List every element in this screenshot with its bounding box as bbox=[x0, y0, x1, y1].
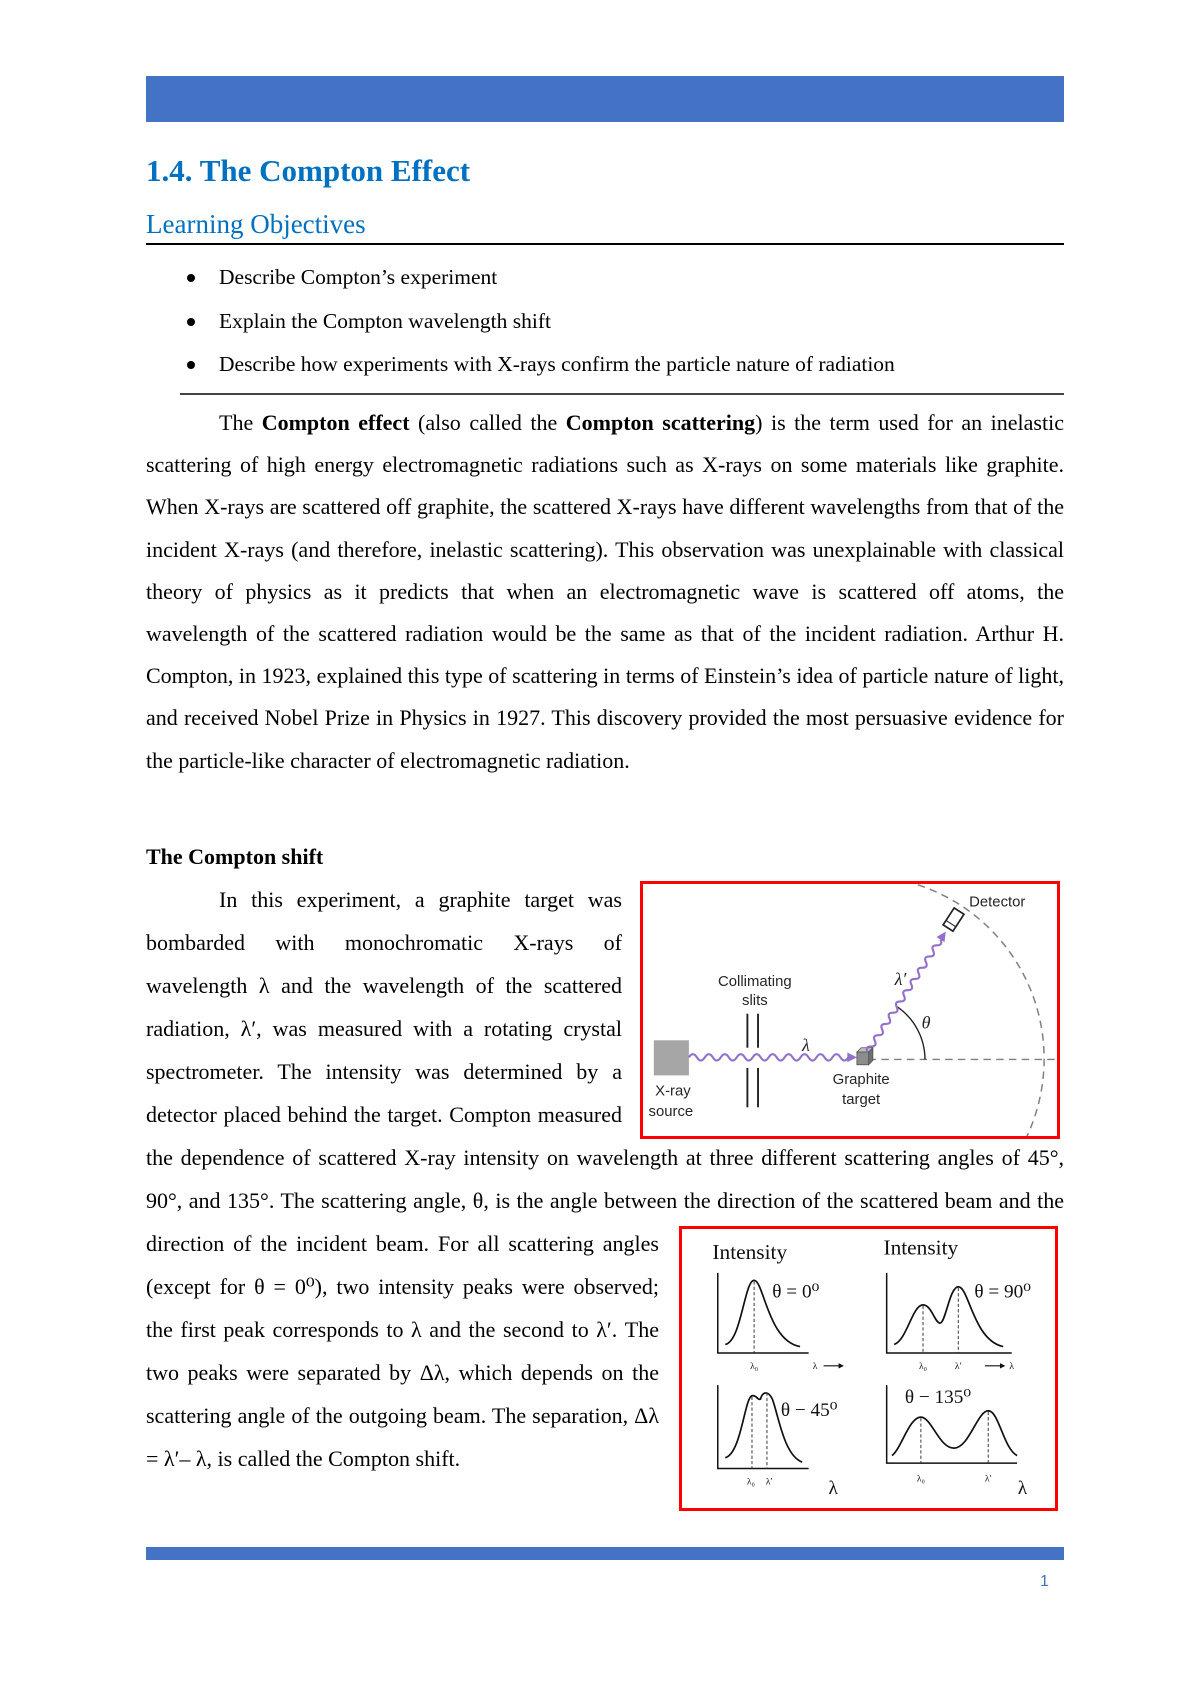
figure-compton-setup bbox=[640, 881, 1060, 1139]
detector-path-arc bbox=[893, 884, 1044, 1136]
incident-wavelength-label: λ bbox=[801, 1034, 810, 1055]
compton-setup-diagram bbox=[643, 884, 1057, 1136]
panel-135-lambda0-tick: λ₀ bbox=[916, 1473, 925, 1485]
incident-arrowhead bbox=[847, 1053, 857, 1063]
panel-135-axis-lambda: λ bbox=[1017, 1478, 1028, 1500]
graphite-target-block bbox=[857, 1052, 869, 1065]
slits-label: slits bbox=[742, 993, 768, 1010]
header-bar bbox=[146, 76, 1064, 122]
objectives-list bbox=[146, 256, 1064, 387]
target-label: target bbox=[842, 1092, 881, 1109]
panel-90-angle-label: θ = 90⁰ bbox=[974, 1281, 1031, 1303]
detector-label: Detector bbox=[969, 894, 1026, 911]
panel-45-angle-label: θ − 45⁰ bbox=[780, 1400, 838, 1422]
scattered-beam bbox=[863, 908, 964, 1055]
scattered-wavelength-label: λ′ bbox=[894, 969, 907, 990]
compton-shift-paragraph: In this experiment, a graphite target was bombarded with monochromatic X-rays of wavelength λ and the wavelength of the scattered radiation, λ′, was measured with a rotating crystal spectrometer. The intensity was determined by a detector placed behind the target. Compton measured the dependence of scattered X-ray intensity on wavelength at three different scattering angles of 45°, 90°, and 135°. The scattering angle, θ, is the angle between the direction of the scattered beam and the direction of the incident beam. For all scattering angles (except for θ = 0⁰), two intensity peaks were observed; the first peak corresponds to λ and the second to λ′. The two peaks were separated by Δλ, which depends on the scattering angle of the outgoing beam. The separation, Δλ = λ′– λ, is called the Compton shift. bbox=[146, 887, 1064, 1471]
intro-text: (also called the bbox=[409, 410, 566, 435]
xray-label: X-ray bbox=[655, 1083, 691, 1100]
objective-text: Describe how experiments with X-rays confirm the particle nature of radiation bbox=[219, 352, 895, 376]
panel-90-axis-lambda: λ bbox=[1009, 1361, 1015, 1373]
objective-item bbox=[146, 343, 1064, 387]
source-label: source bbox=[648, 1103, 694, 1120]
figure-intensity-peaks bbox=[679, 1226, 1058, 1511]
panel-90-arrowhead-icon bbox=[1000, 1363, 1005, 1368]
figure-peaks-float bbox=[659, 1223, 1064, 1513]
panel-45-lambda-prime-tick: λ′ bbox=[765, 1476, 773, 1488]
bullet-icon bbox=[187, 274, 195, 282]
panel-135-angle-label: θ − 135⁰ bbox=[904, 1387, 972, 1409]
heading-rule bbox=[146, 243, 1064, 245]
xray-source-block bbox=[654, 1040, 689, 1075]
panel-90-lambda-prime-tick: λ′ bbox=[954, 1361, 962, 1373]
objective-item bbox=[146, 256, 1064, 300]
panel-45-lambda0-tick: λ₀ bbox=[746, 1476, 755, 1488]
panel-45-axes bbox=[718, 1385, 809, 1468]
panel-0-arrowhead-icon bbox=[839, 1363, 844, 1368]
objective-text: Explain the Compton wavelength shift bbox=[219, 308, 552, 333]
graphite-label: Graphite bbox=[832, 1071, 890, 1088]
intensity-peaks-diagram bbox=[682, 1229, 1055, 1508]
intro-paragraph bbox=[146, 402, 1064, 782]
section-heading: The Compton shift bbox=[146, 844, 324, 869]
bullet-icon bbox=[187, 318, 195, 326]
intensity-axis-label: Intensity bbox=[712, 1239, 788, 1264]
scattered-wave bbox=[865, 938, 942, 1053]
scattered-arrowhead bbox=[936, 929, 949, 942]
panel-0-angle-label: θ = 0⁰ bbox=[772, 1281, 820, 1303]
panel-135-peak-curve bbox=[892, 1411, 1017, 1456]
compton-shift-section bbox=[146, 878, 1064, 1513]
footer-bar bbox=[146, 1547, 1064, 1560]
panel-0-lambda0-tick: λ₀ bbox=[750, 1361, 759, 1373]
figure-setup-float bbox=[622, 878, 1064, 1135]
panel-135-lambda-prime-tick: λ′ bbox=[984, 1473, 992, 1485]
learning-objectives-heading: Learning Objectives bbox=[146, 209, 366, 239]
theta-label: θ bbox=[921, 1012, 931, 1033]
objectives-rule bbox=[180, 393, 1064, 395]
intensity-axis-label: Intensity bbox=[883, 1235, 959, 1260]
panel-45-axis-lambda: λ bbox=[828, 1478, 838, 1500]
term-compton-scattering: Compton scattering bbox=[565, 410, 756, 435]
detector-icon bbox=[943, 908, 964, 931]
intro-text: The bbox=[219, 410, 262, 435]
bullet-icon bbox=[187, 361, 195, 369]
panel-0-axis-lambda: λ bbox=[812, 1361, 818, 1373]
page-number: 1 bbox=[1040, 1573, 1049, 1590]
panel-90-lambda0-tick: λ₀ bbox=[919, 1361, 928, 1373]
page-title: 1.4. The Compton Effect bbox=[146, 153, 471, 188]
objective-text: Describe Compton’s experiment bbox=[219, 265, 498, 289]
incident-wave bbox=[689, 1054, 848, 1060]
collimating-label: Collimating bbox=[718, 974, 792, 991]
term-compton-effect: Compton effect bbox=[261, 410, 410, 435]
objective-item bbox=[146, 300, 1064, 344]
intro-text: ) is the term used for an inelastic scattering of high energy electromagnetic radiations such as X-rays on some materials like graphite. When X-rays are scattered off graphite, the scattered X-rays have different wavelengths from that of the incident X-rays (and therefore, inelastic scattering). This observation was unexplainable with classical theory of physics as it predicts that when an electromagnetic wave is scattered off atoms, the wavelength of the scattered radiation would be the same as that of the incident radiation. Arthur H. Compton, in 1923, explained this type of scattering in terms of Einstein’s idea of particle nature of light, and received Nobel Prize in Physics in 1927. This discovery provided the most persuasive evidence for the particle-like character of electromagnetic radiation. bbox=[146, 410, 1064, 773]
